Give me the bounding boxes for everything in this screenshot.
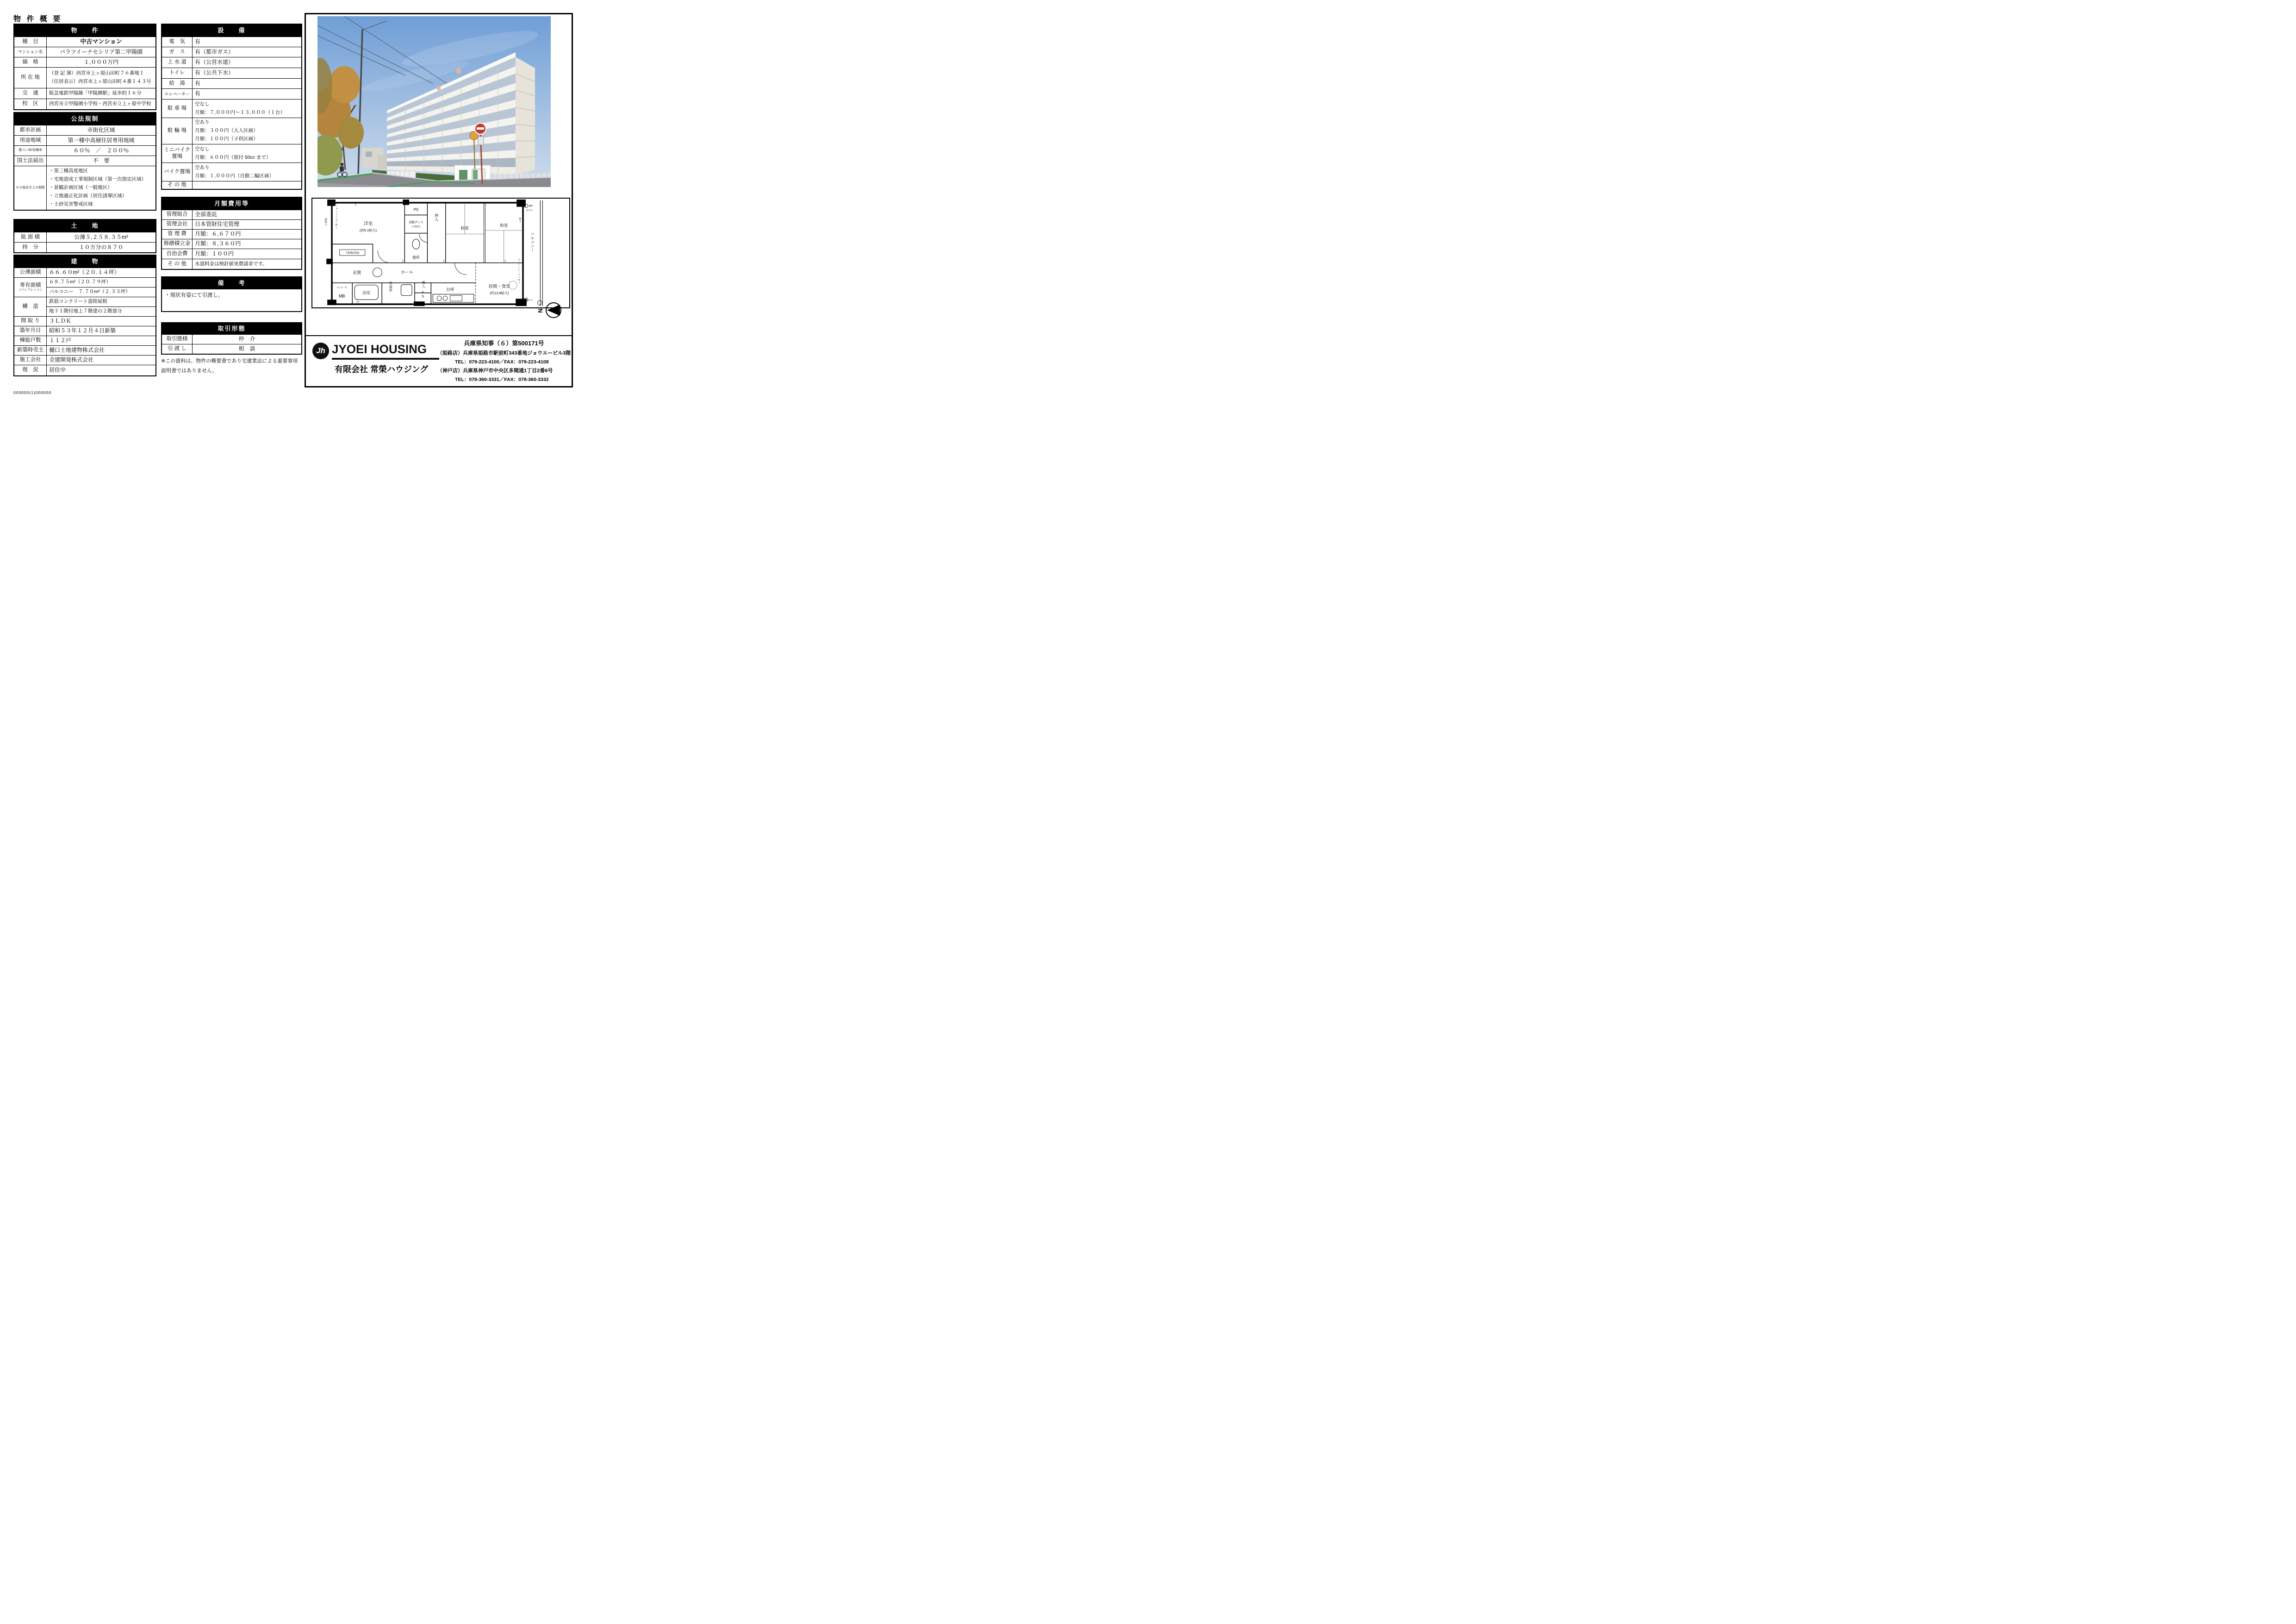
row-label: 築年月日 — [14, 326, 47, 336]
transaction-table-body — [162, 334, 301, 354]
logo-underline — [332, 358, 439, 360]
row-label: 電 気 — [162, 37, 193, 47]
balcony-label: バルコニー — [530, 232, 535, 253]
window-mark: 2 — [402, 260, 404, 263]
remarks-table-header: 備 考 — [162, 277, 301, 289]
row-value: 第一種中高層住居専用地域 — [68, 137, 135, 144]
footer-code: 000000(1)000000 — [13, 390, 52, 395]
oshiire-label: 押入 — [434, 213, 439, 222]
bath-b-mark: Ⓑ — [356, 301, 359, 304]
toilet-bowl — [412, 239, 420, 250]
row-label: トイレ — [162, 68, 193, 78]
row-label: ミニバイク 置場 — [162, 144, 193, 162]
page-title: 物 件 概 要 — [13, 13, 62, 26]
toilet-label: 便所 — [412, 255, 420, 260]
row-label: 管 理 費 — [162, 230, 193, 239]
row-label: 取引態様 — [162, 335, 193, 344]
company-contact-block — [437, 338, 571, 384]
stove-burner — [437, 296, 442, 300]
row-value: 日本管財住宅管理 — [195, 221, 240, 228]
row-value: パラツイーナセシリア第二甲陽園 — [59, 48, 143, 55]
row-label: 給 湯 — [162, 79, 193, 88]
washitsu2-label: 和室 — [499, 223, 508, 228]
building-exterior-photo — [317, 16, 551, 187]
row-label: 校 区 — [14, 99, 47, 109]
table-row — [14, 297, 156, 316]
row-value: 月額：１００円 — [195, 250, 234, 257]
table-row — [14, 99, 156, 109]
table-row — [162, 47, 301, 57]
closet-sub-label: (天袋付) — [411, 225, 420, 228]
row-label: 新築時売主 — [14, 346, 47, 355]
row-label: 交 通 — [14, 88, 47, 99]
stove-burner — [443, 296, 448, 300]
building-table — [13, 255, 156, 376]
row-label: マンション名 — [14, 47, 47, 57]
row-value: 月額：８,３６０円 — [195, 240, 241, 247]
remarks-table — [161, 276, 302, 312]
kitchen-label: 台所 — [446, 287, 454, 292]
floorplan-labels — [324, 202, 535, 304]
row-label: 所 在 地 — [14, 68, 47, 88]
row-label: 管理組合 — [162, 210, 193, 219]
row-value: 有（公共下水） — [195, 69, 234, 76]
getabako-label: 下駄箱(別途) — [345, 251, 360, 255]
regulation-table-header: 公法規制 — [14, 113, 156, 125]
entry-circle — [373, 268, 382, 277]
row-label: そ の 他 — [162, 181, 193, 189]
kobe-address: （神戸店）兵庫県神戸市中央区多聞通1丁目2番6号 — [437, 368, 553, 374]
door-arcs — [378, 234, 467, 275]
monthly-fee-table-body — [162, 210, 301, 269]
row-value: ３ＬＤＫ — [49, 318, 72, 325]
row-value: ６８.７５m²（２０.７９坪） バルコニー ７.７０m²（２.３３坪） — [47, 278, 156, 297]
row-value: 空なし 月額：６００円（原付 50cc まで） — [195, 146, 271, 160]
row-label: 用途地域 — [14, 136, 47, 145]
row-label: そ の 他 — [162, 259, 193, 269]
row-value: １,０００万円 — [83, 58, 119, 65]
table-row — [14, 156, 156, 166]
table-row — [162, 344, 301, 354]
table-row — [14, 125, 156, 135]
row-label: 建ぺい率/容積率 — [14, 146, 47, 156]
ps-bottom-label: PS — [421, 291, 425, 299]
company-logo-text: JYOEI HOUSING — [332, 342, 427, 356]
mb-label: MB — [339, 294, 345, 299]
building-table-body — [14, 268, 156, 375]
row-label: 価 格 — [14, 57, 47, 67]
north-arrow — [536, 300, 565, 320]
table-row — [162, 37, 301, 47]
window-mark: 2 — [504, 260, 506, 263]
property-table — [13, 24, 156, 110]
table-row — [14, 47, 156, 57]
curtain-rail-left-label: カーテンレール(W) — [335, 202, 338, 230]
row-label: 総 面 積 — [14, 232, 47, 242]
hall-label: ホール — [401, 270, 413, 275]
row-value: １０万分の８７０ — [79, 244, 124, 250]
row-label: 都市計画 — [14, 125, 47, 135]
row-label: バイク置場 — [162, 163, 193, 181]
floor-plan-box — [311, 198, 570, 308]
company-section — [306, 335, 572, 386]
table-row — [14, 88, 156, 99]
senmenjo-label: 洗面所 — [388, 281, 392, 293]
row-value: 有 — [195, 80, 201, 87]
table-row — [14, 345, 156, 355]
table-row — [14, 145, 156, 156]
row-label: 持 分 — [14, 243, 47, 252]
table-row — [162, 68, 301, 78]
row-value: 空あり 月額：３００円（大人区画） 月額：１００円（子供区画） — [195, 119, 258, 142]
row-label: 公薄面積 — [14, 268, 47, 277]
himeji-address: （姫路店）兵庫県姫路市駅前町343番地ジョウエービル3階 — [437, 350, 571, 356]
row-value: 不 要 — [93, 157, 110, 164]
f1only-top-label: 1Fのみ — [526, 209, 533, 212]
table-row — [162, 144, 301, 162]
media-and-company-box — [305, 13, 573, 387]
table-row — [162, 118, 301, 144]
building-table-header: 建 物 — [14, 256, 156, 268]
mengoshi-label: 面格子 — [324, 218, 327, 227]
window-mark: 2 — [443, 260, 445, 263]
disclaimer-note: ※この資料は、物件の概要書であり宅建業法による重要事項説明書ではありません。 — [161, 358, 298, 374]
company-name: 有限会社 常榮ハウジング — [335, 365, 429, 374]
window-mark: 2 — [355, 203, 356, 206]
row-value: 居住中 — [49, 367, 66, 374]
row-label: ガ ス — [162, 47, 193, 57]
f1only-bottom-label: 1Fのみ — [526, 299, 533, 301]
table-row — [14, 355, 156, 365]
row-value: 月額：６,６７０円 — [195, 231, 241, 237]
balcony-rail — [540, 200, 542, 306]
row-value: 阪急電鉄甲陽線「甲陽園駅」徒歩約１６分 — [49, 90, 142, 96]
row-value: 全建開発株式会社 — [49, 356, 94, 363]
transaction-table — [161, 322, 302, 355]
wp-label: WP — [529, 205, 533, 208]
window-mark: 2 — [517, 301, 519, 305]
equipment-table-header: 設 備 — [162, 25, 301, 37]
row-label: 種 目 — [14, 37, 47, 47]
property-table-header: 物 件 — [14, 25, 156, 37]
row-value: ・第三種高度地区 ・宅地造成工事規制区域（第一次指定区域） ・景観計画区域（一般地区） ・立地適正化計画（居住誘導区域） ・土砂災害警戒区域 — [49, 168, 146, 207]
table-row — [14, 277, 156, 297]
north-letter: N — [537, 308, 544, 313]
row-value: 有 — [195, 90, 201, 97]
land-table-header: 土 地 — [14, 220, 156, 232]
row-label: 施工会社 — [14, 356, 47, 365]
row-value — [193, 181, 301, 189]
row-label: エレベーター — [162, 89, 193, 99]
row-value: 昭和５３年１２月４日新築 — [49, 327, 116, 334]
row-label: 管理会社 — [162, 220, 193, 229]
table-row — [14, 242, 156, 252]
row-label: 駐 車 場 — [162, 100, 193, 118]
row-label: 現 況 — [14, 365, 47, 375]
table-row — [162, 99, 301, 118]
table-row — [162, 229, 301, 239]
license-number: 兵庫県知事（６）第500171号 — [464, 340, 544, 347]
table-row — [162, 57, 301, 68]
table-row — [14, 135, 156, 145]
row-label: 駐 輪 場 — [162, 118, 193, 144]
table-row — [14, 166, 156, 210]
regulation-table — [13, 112, 156, 211]
table-row — [162, 181, 301, 189]
living-label: 居間・食堂 — [488, 284, 510, 289]
table-row — [162, 249, 301, 259]
table-row — [162, 78, 301, 88]
row-label: 棟総戸数 — [14, 336, 47, 345]
row-value: 水道料金は検針値実費請求です。 — [195, 261, 268, 267]
row-label: 国土法届出 — [14, 156, 47, 166]
row-value: ６６.６０m²（２０.１４坪） — [49, 269, 120, 276]
row-label: 専有面積 （パンフレット） — [14, 278, 47, 297]
row-label: 上 水 道 — [162, 57, 193, 68]
row-value: 中古マンション — [80, 38, 122, 45]
table-row — [14, 232, 156, 242]
washbasin — [401, 285, 412, 296]
table-row — [14, 37, 156, 47]
table-row — [14, 57, 156, 67]
ps-label: PS — [413, 207, 419, 212]
table-row — [14, 326, 156, 336]
row-value: 有 — [195, 38, 201, 45]
shoji-label: 障子 — [518, 218, 521, 224]
room-label: 洋室 — [363, 221, 373, 227]
row-label: 構 造 — [14, 297, 47, 316]
equipment-table — [161, 24, 302, 190]
living-size-label: (約13.8帖大) — [490, 291, 509, 295]
table-row — [162, 219, 301, 229]
kitchen-sink — [450, 295, 462, 301]
row-value: 有（公営水道） — [195, 59, 234, 66]
boiler-label: ボイラー室 — [336, 286, 347, 289]
table-row — [14, 67, 156, 88]
row-value: （登 記 簿）西宮市上ヶ原山田町７６番地１ （住居表示）西宮市上ヶ原山田町４番１４３号 — [49, 70, 151, 84]
closet-label: 洋服ダンス — [409, 221, 423, 225]
transaction-table-header: 取引形態 — [162, 323, 301, 334]
row-value: 空なし 月額：７,０００円～１３,０００（１台） — [195, 101, 285, 115]
row-value: 鉄筋コンクリート造陸屋根 地下１階付地上７階建の２階部分 — [47, 297, 156, 316]
row-label: 自治会費 — [162, 249, 193, 259]
remarks-body: ・現状有姿にて引渡し。 — [165, 293, 224, 298]
row-value: 仲 介 — [238, 336, 255, 343]
himeji-tel: TEL：079-223-4100／FAX：079-223-4108 — [455, 359, 549, 365]
monthly-fee-table-header: 月額費用等 — [162, 198, 301, 210]
table-row — [162, 88, 301, 99]
table-row — [162, 239, 301, 249]
kobe-tel: TEL：078-360-3331／FAX：078-360-3332 — [455, 376, 549, 382]
monthly-fee-table — [161, 197, 302, 270]
curtain-rail-right-label: カーテンレール(W) — [518, 258, 521, 285]
row-value: 樋口土地建物株式会社 — [49, 347, 105, 354]
table-row — [162, 334, 301, 344]
regulation-table-body — [14, 125, 156, 210]
row-value: ６０％ ／ ２００％ — [73, 147, 129, 154]
row-value: １１２戸 — [49, 337, 72, 344]
row-label: その他法令上の制限 — [14, 166, 47, 210]
row-value: 全部委託 — [195, 211, 218, 218]
property-table-body — [14, 37, 156, 109]
table-row — [14, 316, 156, 326]
equipment-table-body — [162, 37, 301, 189]
table-row — [162, 210, 301, 219]
washitsu1-label: 和室 — [460, 225, 469, 231]
land-table — [13, 219, 156, 253]
bath-label: 浴室 — [362, 290, 371, 295]
property-overview-sheet — [0, 0, 574, 406]
row-value: 市街化区域 — [87, 126, 115, 133]
company-logo-icon: Jh — [312, 343, 329, 359]
row-label: 修繕積立金 — [162, 239, 193, 249]
table-row — [14, 268, 156, 277]
row-label: 間 取 り — [14, 317, 47, 326]
table-row — [162, 259, 301, 269]
row-value: 相 談 — [238, 345, 255, 352]
table-row — [162, 162, 301, 181]
row-value: 公薄５,２５８.３５m² — [74, 233, 128, 240]
row-value: 西宮市立甲陽園小学校・西宮市立上ヶ原中学校 — [49, 101, 151, 107]
monoire-label: 物入 — [421, 281, 425, 288]
genkan-label: 玄関 — [353, 270, 361, 275]
row-label: 引 渡 し — [162, 344, 193, 354]
row-value: 有（都市ガス） — [195, 48, 234, 55]
row-value: 空あり 月額：１,０００円（自動二輪区画） — [195, 164, 274, 179]
room-size-label: (約5.1帖大) — [360, 228, 377, 232]
floor-plan — [312, 199, 569, 307]
land-table-body — [14, 232, 156, 252]
table-row — [14, 336, 156, 345]
table-row — [14, 365, 156, 375]
